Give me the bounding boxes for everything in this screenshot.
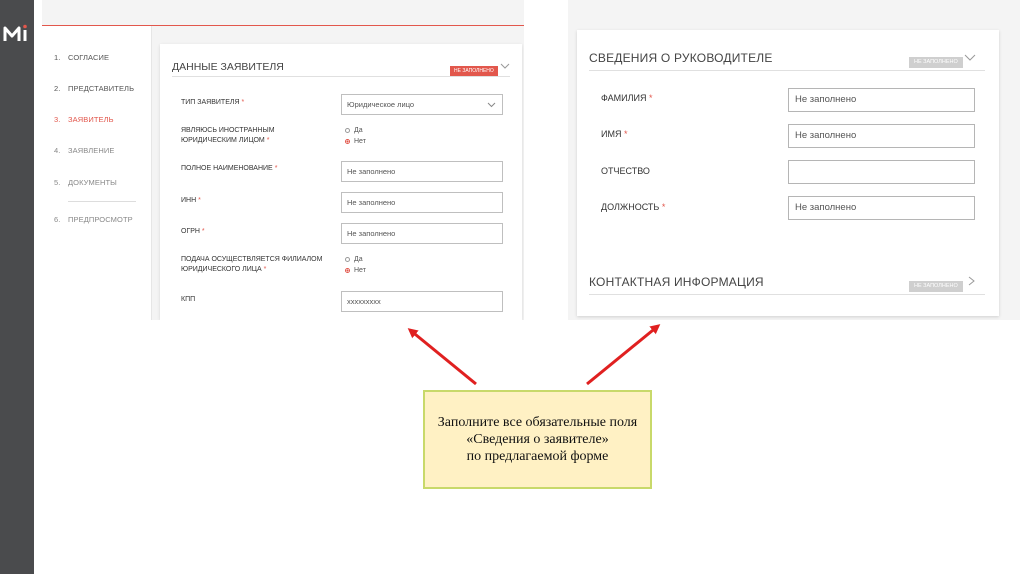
foreign-entity-label: ЯВЛЯЮСЬ ИНОСТРАННЫМ ЮРИДИЧЕСКИМ ЛИЦОМ * [181,127,275,144]
brand-logo-icon [3,24,31,44]
steps-sidebar [42,26,152,320]
step-applicant[interactable]: 3. ЗАЯВИТЕЛЬ [54,115,114,124]
step-consent[interactable]: 1. СОГЛАСИЕ [54,53,110,62]
section-divider [172,76,510,77]
section-divider [589,294,985,295]
inn-input[interactable]: Не заполнено [341,192,503,213]
contact-section-title[interactable]: КОНТАКТНАЯ ИНФОРМАЦИЯ [589,275,764,289]
status-badge: НЕ ЗАПОЛНЕНО [450,66,498,76]
applicant-type-select[interactable]: Юридическое лицо [341,94,503,115]
status-badge: НЕ ЗАПОЛНЕНО [909,57,963,68]
full-name-input[interactable]: Не заполнено [341,161,503,182]
arrow-left-icon [410,330,476,384]
manager-form-screenshot [568,0,1020,320]
surname-label: ФАМИЛИЯ * [601,93,653,103]
first-name-label: ИМЯ * [601,129,628,139]
arrow-right-icon [587,326,658,384]
step-application[interactable]: 4. ЗАЯВЛЕНИЕ [54,146,115,155]
instruction-text: Заполните все обязательные поля «Сведения о заявителе» по предлагаемой форме [437,415,638,464]
step-preview[interactable]: 6. ПРЕДПРОСМОТР [54,215,133,224]
full-name-label: ПОЛНОЕ НАИМЕНОВАНИЕ * [181,165,278,172]
branch-yes-radio[interactable]: Да [345,255,363,265]
steps-divider [68,201,136,202]
applicant-data-card [160,44,522,320]
kpp-input[interactable]: xxxxxxxxx [341,291,503,312]
step-documents[interactable]: 5. ДОКУМЕНТЫ [54,178,117,187]
applicant-form-screenshot [42,0,524,320]
status-badge: НЕ ЗАПОЛНЕНО [909,281,963,292]
patronymic-input[interactable] [788,160,975,184]
inn-label: ИНН * [181,197,201,204]
foreign-yes-radio[interactable]: Да [345,126,363,136]
instruction-note [423,390,652,489]
ogrn-label: ОГРН * [181,228,205,235]
brand-sidebar [0,0,34,574]
manager-section-title: СВЕДЕНИЯ О РУКОВОДИТЕЛЕ [589,51,773,65]
first-name-input[interactable]: Не заполнено [788,124,975,148]
branch-submission-label: ПОДАЧА ОСУЩЕСТВЛЯЕТСЯ ФИЛИАЛОМ ЮРИДИЧЕСКОГО ЛИЦА * [181,256,323,273]
position-label: ДОЛЖНОСТЬ * [601,202,666,212]
applicant-section-title: ДАННЫЕ ЗАЯВИТЕЛЯ [172,61,284,73]
chevron-right-icon[interactable] [966,276,978,286]
ogrn-input[interactable]: Не заполнено [341,223,503,244]
surname-input[interactable]: Не заполнено [788,88,975,112]
chevron-down-icon[interactable] [964,52,976,62]
kpp-label: КПП [181,296,196,303]
foreign-no-radio[interactable]: Нет [345,137,366,147]
chevron-down-icon[interactable] [500,62,510,70]
chevron-down-icon [487,101,496,108]
section-divider [589,70,985,71]
step-representative[interactable]: 2. ПРЕДСТАВИТЕЛЬ [54,84,135,93]
branch-no-radio[interactable]: Нет [345,266,366,276]
patronymic-label: ОТЧЕСТВО [601,166,650,176]
applicant-type-label: ТИП ЗАЯВИТЕЛЯ * [181,99,245,106]
manager-info-card [577,30,999,316]
position-input[interactable]: Не заполнено [788,196,975,220]
